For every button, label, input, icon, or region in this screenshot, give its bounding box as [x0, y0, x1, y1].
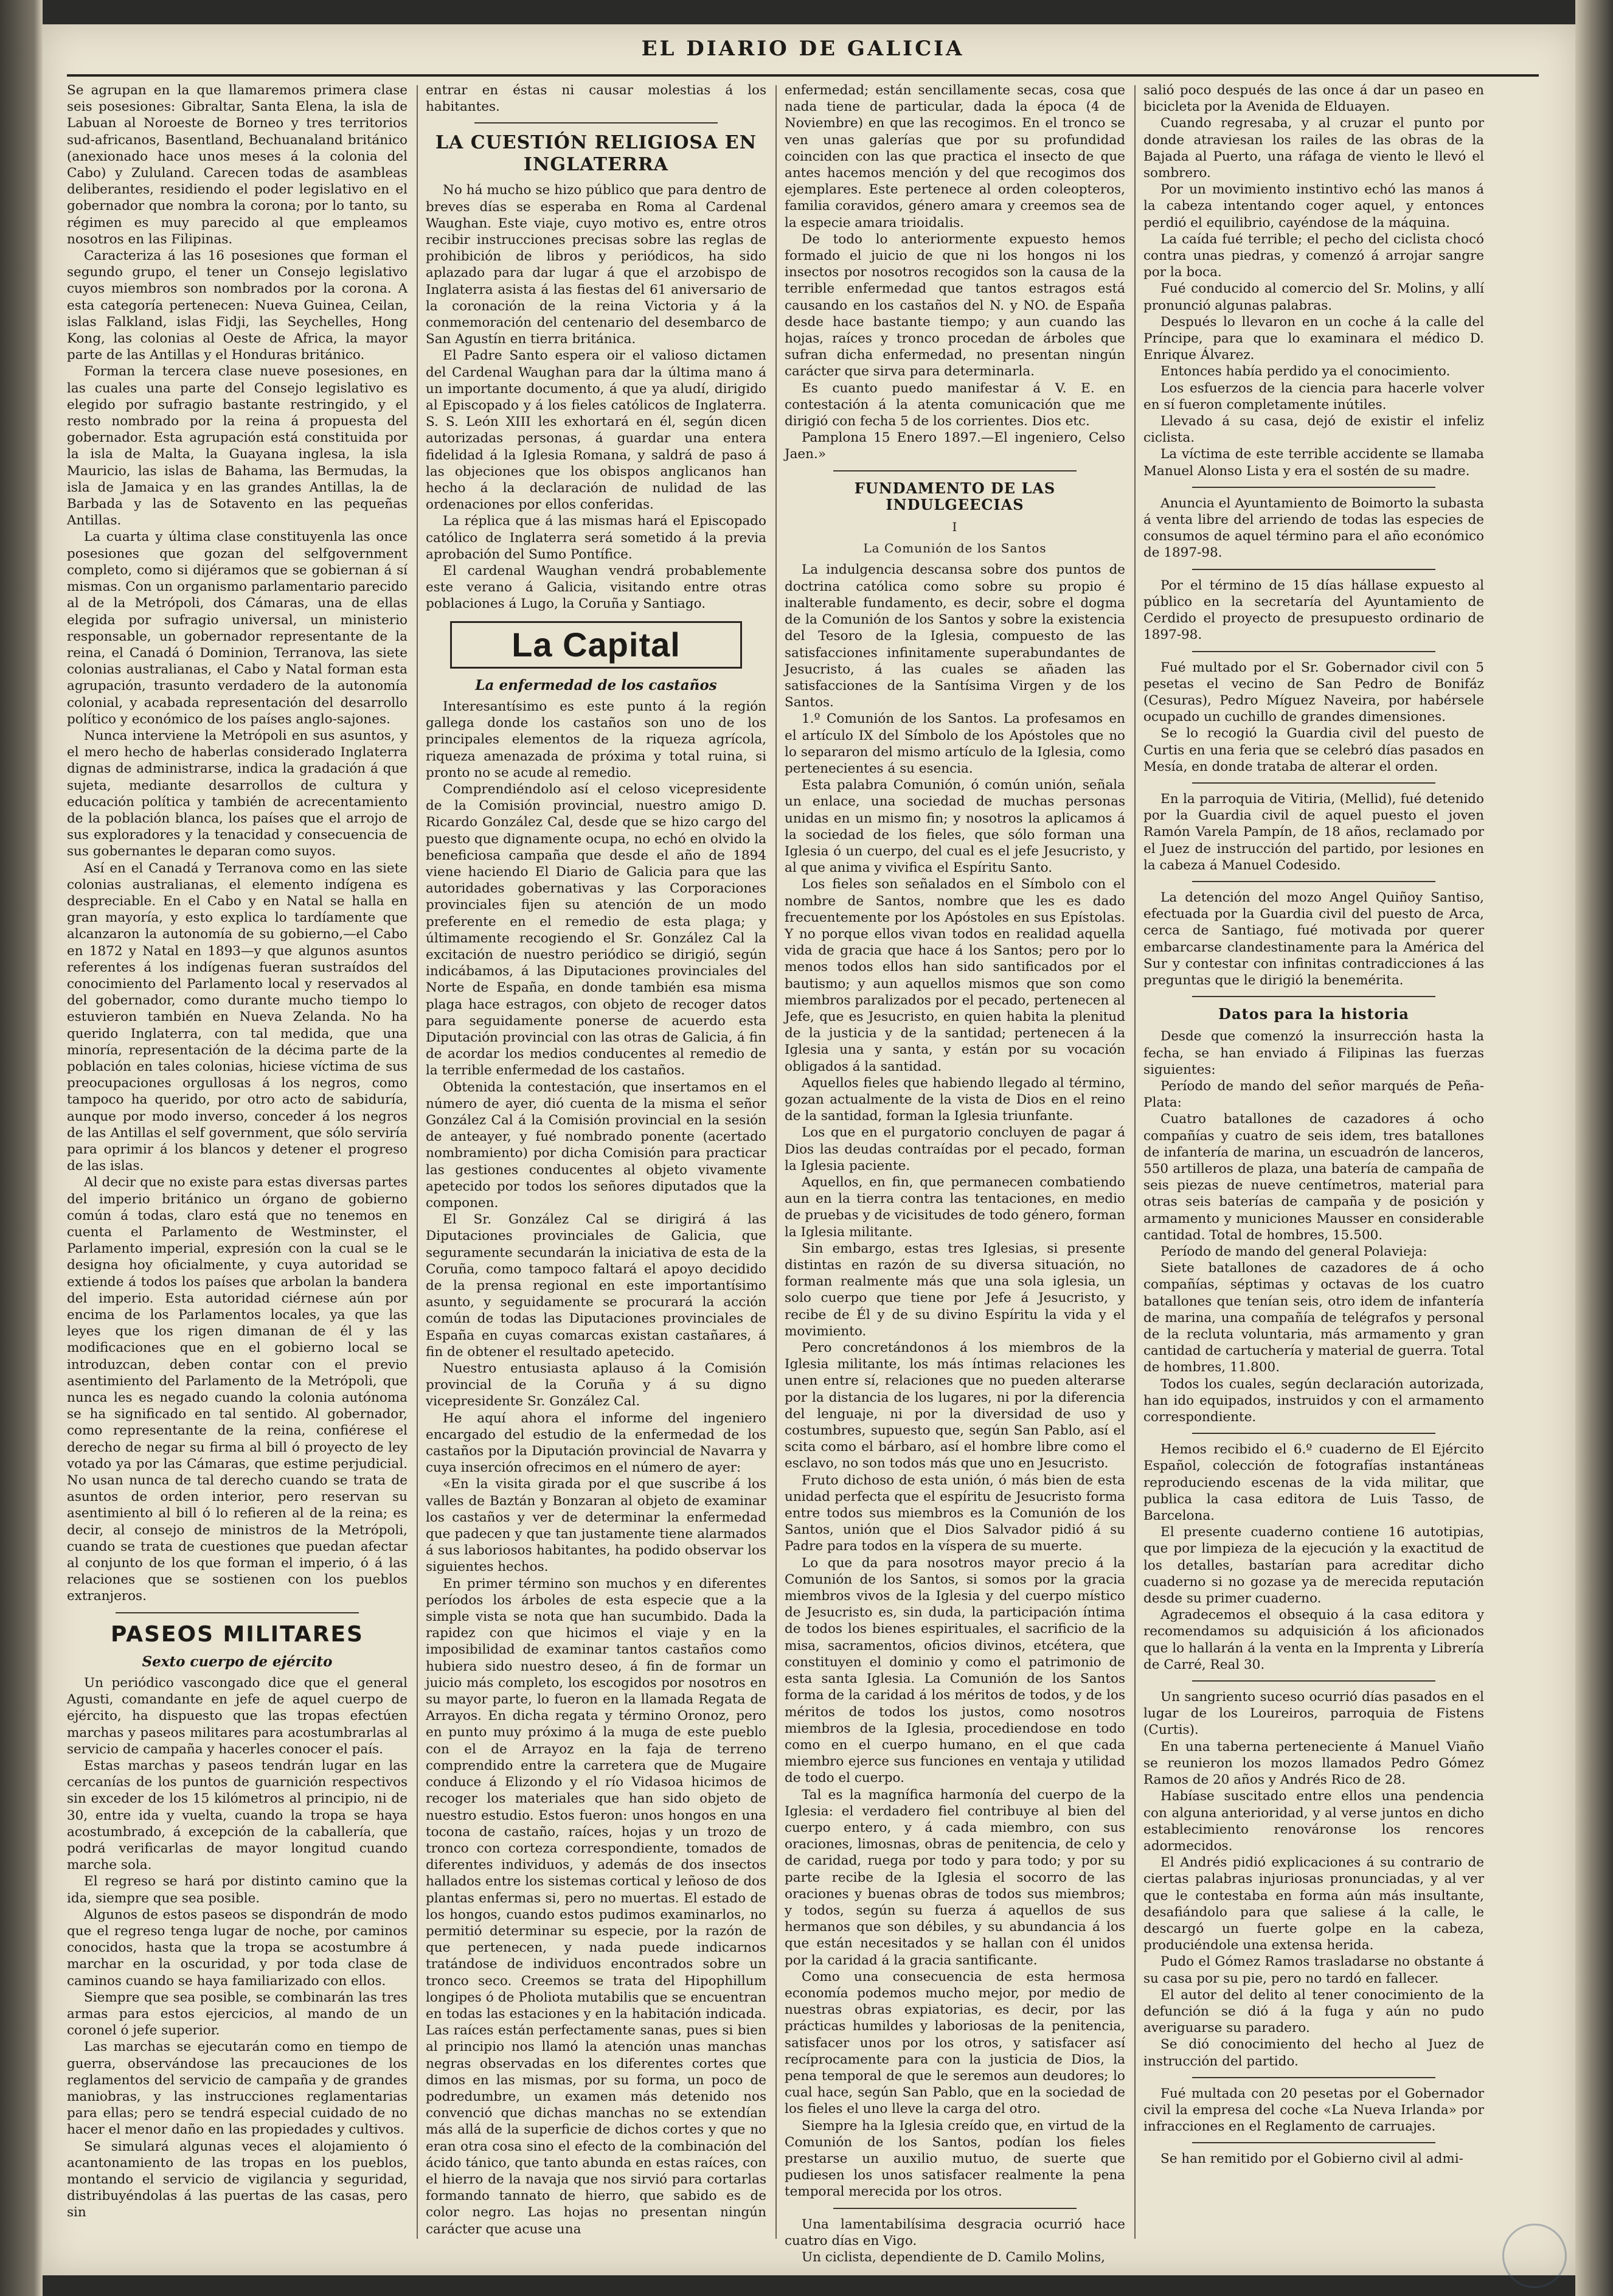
section-numeral: I: [952, 520, 958, 535]
paragraph: Habíase suscitado entre ellos una pendencia con alguna anterioridad, y al verse juntos en dicho establecimiento renováronse los rencores adormecidos.: [1143, 1789, 1484, 1854]
column-4: [1143, 82, 1484, 2248]
paragraph: Se lo recogió la Guardia civil del puesto de Curtis en una feria que se celebró días pasados en Mesía, en donde trataba de alterar el orden.: [1143, 726, 1484, 774]
paragraph: Anuncia el Ayuntamiento de Boimorto la subasta á venta libre del arriendo de todas las especies de consumos de aquel término para el año económico de 1897-98.: [1143, 495, 1484, 561]
section-divider: [1192, 2142, 1435, 2143]
paragraph: La réplica que á las mismas hará el Episcopado católico de Inglaterra será sometido á la previa aprobación del Sumo Pontífice.: [426, 513, 766, 562]
headline-paseos-militares: PASEOS MILITARES: [111, 1621, 364, 1647]
column-3: [785, 82, 1125, 2265]
paragraph: Desde que comenzó la insurrección hasta la fecha, se han enviado á Filipinas las fuerzas siguientes:: [1143, 1029, 1484, 1077]
paragraph: En primer término son muchos y en diferentes períodos los árboles de esta especie que a la simple vista se nota que han sucumbido. Dada la rapidez con que hicimos el viaje y en la imposibilidad de examinar tantos castaños como hubiera sido nuestro deseo, á fin de formar un juicio más completo, los escogidos por nosotros en su mayor parte, lo fueron en la llamada Regata de Arrayos. En dicha regata y término Oronoz, pero en punto muy próximo á la muga de este pueblo con el de Arrayoz en la faja de terreno comprendido entre la carretera que de Mugaire conduce á Elizondo y el río Vidasoa hicimos de recoger los materiales que han sido objeto de nuestro estudio. Estos fueron: unos hongos en una tocona de castaño, raíces, hojas y un trozo de tronco con corteza correspondiente, tomados de diferentes individuos, y además de dos insectos hallados entre los sistemas cortical y leñoso de dos plantas enfermas si, pero no muertas. El estado de los hongos, cuando estos pudimos examinarlos, no permitió determinar su especie, por la razón de que pertenecen, y nada puede indicarnos tratándose de individuos encontrados sobre un tronco seco. Creemos se trata del Hipophillum longipes ó de Pholiota mutabilis que se encuentran en todas las estaciones y en la habitación indicada. Las raíces están perfectamente sanas, pues si bien al principio nos llamó la atención unas manchas negras observadas en los diferentes cortes que dimos en las mismas, por su forma, un poco de podredumbre, un examen más detenido nos convenció que dichas manchas no se extendían más allá de la superficie de dichos cortes y que no eran otra cosa sino el efecto de la combinación del ácido tánico, que tanto abunda en estas raíces, con el hierro de la navaja que nos sirvió para cortarlas formando tannato de hierro, que sabido es de color negro. Las hojas no presentan ningún carácter que acuse una: [426, 1576, 766, 2237]
paragraph: Se simulará algunas veces el alojamiento ó acantonamiento de las tropas en los pueblos, montando el servicio de vigilancia y seguridad, distribuyéndolas á las puertas de las casas, pero sin: [67, 2138, 408, 2221]
section-divider: [1192, 996, 1435, 997]
paragraph: Por un movimiento instintivo echó las manos á la cabeza intentando coger aquel, y entonces perdió el equilibrio, cayéndose de la máquina.: [1143, 182, 1484, 231]
paragraph: Interesantísimo es este punto á la región gallega donde los castaños son uno de los principales elementos de la riqueza agrícola, riqueza amenazada de próxima y total ruina, si pronto no se acude al remedio.: [426, 698, 766, 781]
paragraph: El Padre Santo espera oir el valioso dictamen del Cardenal Waughan para dar la última mano á un importante documento, á que ya aludí, dirigido al Episcopado y á los fieles católicos de Inglaterra. S. S. León XIII les exhortará en él, según dicen autorizadas personas, á guardar una entera fidelidad á la Iglesia Romana, y saldrá de paso á las objeciones que los obispos anglicanos han hecho á la declaración de nulidad de las ordenaciones por ellos conferidas.: [426, 348, 766, 513]
section-divider: [116, 1612, 359, 1613]
paragraph: En la parroquia de Vitiria, (Mellid), fué detenido por la Guardia civil de aquel puesto el joven Ramón Varela Pampín, de 18 años, reclamado por el Juez de instrucción del partido, por lesiones en la cabeza á Manuel Codesido.: [1143, 791, 1484, 873]
paragraph: Período de mando del señor marqués de Peña-Plata:: [1143, 1078, 1484, 1111]
paragraph: Siempre ha la Iglesia creído que, en virtud de la Comunión de los Santos, podían los fieles prestarse un auxilio mutuo, de suerte que pudiesen los unos satisfacer realmente la pena temporal merecida por los otros.: [785, 2118, 1125, 2200]
paragraph: Los esfuerzos de la ciencia para hacerle volver en sí fueron completamente inútiles.: [1143, 380, 1484, 412]
paragraph: Los fieles son señalados en el Símbolo con el nombre de Santos, nombre que les es dado frecuentemente por los Apóstoles en sus Epístolas. Y no porque ellos vivan todos en realidad aquella vida de gracia que hace á los Santos; pero por lo menos todos ellos han sido santificados por el bautismo; y aun aquellos mismos que son como miembros paralizados por el pecado, pertenecen al Jefe, que es Jesucristo, en quien habita la plenitud de la justicia y de la santidad; pertenecen á la Iglesia una y santa, y están por su vocación obligados á la santidad.: [785, 877, 1125, 1074]
column-rule: [1134, 85, 1136, 2239]
paragraph: Nuestro entusiasta aplauso á la Comisión provincial de la Coruña y á su digno vicepresidente Sr. González Cal.: [426, 1361, 766, 1410]
headline-cuestion-religiosa: LA CUESTIÓN RELIGIOSA EN INGLATERRA: [435, 132, 757, 176]
paragraph: Pudo el Gómez Ramos trasladarse no obstante á su casa por su pie, pero no tardó en fallecer.: [1143, 1954, 1484, 1986]
paragraph: El cardenal Waughan vendrá probablemente este verano á Galicia, visitando entre otras poblaciones á Lugo, la Coruña y Santiago.: [426, 563, 766, 612]
book-gutter: [1575, 0, 1613, 2296]
paragraph: «En la visita girada por el que suscribe á los valles de Baztán y Bonzaran al objeto de examinar los castaños y ver de determinar la enfermedad que padecen y que tan justamente tiene alarmados á sus laboriosos habitantes, ha podido observar los siguientes hechos.: [426, 1477, 766, 1575]
paragraph: En una taberna perteneciente á Manuel Viaño se reunieron los mozos llamados Pedro Gómez Ramos de 20 años y Andrés Rico de 28.: [1143, 1739, 1484, 1788]
paragraph: No há mucho se hizo público que para dentro de breves días se esperaba en Roma al Cardenal Waughan. Este viaje, cuyo motivo es, entre otros recibir instrucciones precisas sobre las reglas de prohibición de libros y periódicos, ha sido aplazado para dar lugar á que el arzobispo de Inglaterra asista á las fiestas del 61 aniversario de la coronación de la reina Victoria y á la conmemoración del centenario del desembarco de San Agustín en tierra británica.: [426, 183, 766, 347]
paragraph: Tal es la magnífica harmonía del cuerpo de la Iglesia: el verdadero fiel contribuye al bien del cuerpo entero, y á cada miembro, con sus oraciones, limosnas, obras de penitencia, de celo y de caridad, ruega por todo y para todo; y por su parte recibe de la Iglesia el socorro de las oraciones y buenas obras de todos sus miembros; y todos, según su fuerza á aquellos de sus hermanos que son débiles, y su abundancia á los que están necesitados y se hallan con él unidos por la caridad á la gracia santificante.: [785, 1787, 1125, 1968]
paragraph: Pero concretándonos á los miembros de la Iglesia militante, los más íntimas relaciones les unen entre sí, relaciones que no pueden alterarse por la distancia de los lugares, ni por la diferencia del lenguaje, ni por la diversidad de uso y costumbres, supuesto que, según San Pablo, así el scita como el bárbaro, así el hombre libre como el esclavo, no son todos más que uno en Jesucristo.: [785, 1340, 1125, 1472]
paragraph: Por el término de 15 días hállase expuesto al público en la secretaría del Ayuntamiento de Cerdido el proyecto de presupuesto ordinario de 1897-98.: [1143, 577, 1484, 643]
paragraph: La caída fué terrible; el pecho del ciclista chocó contra unas piedras, y comenzó á arrojar sangre por la boca.: [1143, 231, 1484, 280]
section-divider: [1192, 1433, 1435, 1434]
paragraph: Entonces había perdido ya el conocimiento.: [1160, 364, 1451, 380]
paragraph: La víctima de este terrible accidente se llamaba Manuel Alonso Lista y era el sostén de su madre.: [1143, 447, 1484, 479]
paragraph: Lo que da para nosotros mayor precio á la Comunión de los Santos, si somos por la gracia miembros vivos de la Iglesia y del cuerpo místico de Jesucristo es, sin duda, la participación íntima de todos los bienes espirituales, el sacrificio de la misa, sacramentos, oficios divinos, etcétera, que constituyen el dominio y como el patrimonio de esta santa Iglesia. La Comunión de los Santos forma de la caridad á los méritos de todos, y de los méritos de todos los justos, como nosotros miembros de la Iglesia, procediendose en todo como en el cuerpo humano, en el que cada miembro ejerce sus funciones en ventaja y utilidad de todo el cuerpo.: [785, 1555, 1125, 1786]
paragraph: Esta palabra Comunión, ó común unión, señala un enlace, una sociedad de muchas personas unidas en un mismo fin; y nosotros la aplicamos á la sociedad de los fieles, que sólo forman una Iglesia ó un cuerpo, del cual es el jefe Jesucristo, y al que anima y vivifica el Espíritu Santo.: [785, 778, 1125, 876]
paragraph: Los que en el purgatorio concluyen de pagar á Dios las deudas contraídas por el pecado, forman la Iglesia paciente.: [785, 1125, 1125, 1174]
paragraph: Sin embargo, estas tres Iglesias, si presente distintas en razón de su diversa situación, no forman realmente más que una sola iglesia, un solo cuerpo que tiene por Jefe á Jesucristo, y recibe de Él y de su divino Espíritu la vida y el movimiento.: [785, 1240, 1125, 1339]
section-divider: [1192, 782, 1435, 784]
paragraph: Se han remitido por el Gobierno civil al admi-: [1160, 2151, 1463, 2167]
paragraph: enfermedad; están sencillamente secas, cosa que nada tiene de particular, dada la época (4 de Noviembre) en que las recogimos. En el tronco se ven unas galerías que por su profundidad coinciden con las que practica el insecto de que antes hacemos mención y del que recogimos dos ejemplares. Este pertenece al orden coleopteros, familia coravidos, género amara y creemos sea de la especie amara trioidalis.: [785, 83, 1125, 231]
paragraph: Es cuanto puedo manifestar á V. E. en contestación á la atenta comunicación que me dirigió con fecha 5 de los corrientes. Dios etc.: [785, 380, 1125, 430]
subheadline: La enfermedad de los castaños: [475, 677, 717, 694]
paragraph: El Sr. González Cal se dirigirá á las Diputaciones provinciales de Galicia, que seguramente secundarán la iniciativa de esta de la Coruña, como tampoco faltará el apoyo decidido de la prensa regional en este importantísimo asunto, y seguidamente se procurará la acción común de todas las Diputaciones provinciales de España en cuyas comarcas existan castañares, á fin de obtener el resultado apetecido.: [426, 1212, 766, 1360]
paragraph: salió poco después de las once á dar un paseo en bicicleta por la Avenida de Elduayen.: [1143, 83, 1484, 115]
paragraph: Nunca interviene la Metrópoli en sus asuntos, y el mero hecho de haberlas considerado Inglaterra dignas de administrarse, indica la gradación á que sujeta, mediante desarrollos de cultura y educación política y también de acrecentamiento de la población blanca, los países que el arrojo de sus exploradores y la tenacidad y consecuencia de sus gobernantes le deparan como suyos.: [67, 728, 408, 860]
subheadline: La Comunión de los Santos: [863, 541, 1047, 556]
paragraph: Así en el Canadá y Terranova como en las siete colonias australianas, el elemento indígena es despreciable. En el Cabo y en Natal se halla en gran mayoría, y esto explica lo tardíamente que alcanzaron la autonomía de su gobierno,—el Cabo en 1872 y Natal en 1893—y que algunos asuntos referentes á los indígenas fueran sustraídos del conocimiento del Parlamento local y reservados al del gobernador, como durante mucho tiempo lo estuvieron también en Nueva Zelanda. No ha querido Inglaterra, con tal medida, que una minoría, representación de la décima parte de la población en tales colonias, hiciese víctima de sus preocupaciones orgullosas á los negros, como tampoco ha querido, por otro acto de sabiduría, aunque por modo inverso, conceder á los negros de las Antillas el self government, que sólo serviría para oprimir á los blancos y detener el progreso de las islas.: [67, 860, 408, 1174]
masthead: EL DIARIO DE GALICIA: [641, 37, 965, 61]
paragraph: Siete batallones de cazadores de á ocho compañías, séptimas y octavas de los cuatro batallones que tenían seis, otro idem de infantería de marina, una compañía de telégrafos y personal de la recluta voluntaria, más armamento y gran cantidad de cartuchería y material de guerra. Total de hombres, 11.800.: [1143, 1261, 1484, 1376]
section-title-la-capital: La Capital: [450, 621, 742, 669]
paragraph: Fruto dichoso de esta unión, ó más bien de esta unidad perfecta que el espíritu de Jesucristo forma entre todos sus miembros es la Comunión de los Santos, unión que el Dios Salvador pidió á su Padre para todos en la víspera de su muerte.: [785, 1472, 1125, 1554]
paragraph: Aquellos fieles que habiendo llegado al término, gozan actualmente de la vista de Dios en el reino de la santidad, forman la Iglesia triunfante.: [785, 1075, 1125, 1124]
section-divider: [1192, 1680, 1435, 1682]
paragraph: Forman la tercera clase nueve posesiones, en las cuales una parte del Consejo legislativo es elegido por sufragio bastante restringido, y el resto nombrado por la reina á propuesta del gobernador. Esta agrupación está constituida por la isla de Malta, la Guayana inglesa, la isla Mauricio, las islas de Bahama, las Bermudas, la isla de Jamaica y en las grandes Antillas, la de Barbada y las de Sotavento en las pequeñas Antillas.: [67, 364, 408, 529]
paragraph: He aquí ahora el informe del ingeniero encargado del estudio de la enfermedad de los castaños por la Diputación provincial de Navarra y cuya inserción ofrecimos en el número de ayer:: [426, 1410, 766, 1476]
paragraph: De todo lo anteriormente expuesto hemos formado el juicio de que ni los hongos ni los insectos por nosotros recogidos son la causa de la terrible enfermedad que tantos estragos está causando en los castaños del N. y NO. de España desde hace bastante tiempo; y aun cuando las hojas, raíces y tronco procedan de árboles que sufran dicha enfermedad, no presentan ningún carácter que sirva para determinarla.: [785, 231, 1125, 380]
paragraph: Cuando regresaba, y al cruzar el punto por donde atraviesan los railes de las obras de la Bajada al Puerto, una ráfaga de viento le llevó el sombrero.: [1143, 116, 1484, 181]
paragraph: Período de mando del general Polavieja:: [1160, 1244, 1427, 1259]
signature: Pamplona 15 Enero 1897.—El ingeniero, Celso Jaen.»: [785, 430, 1125, 462]
paragraph: Un ciclista, dependiente de D. Camilo Molins,: [802, 2250, 1105, 2265]
paragraph: La cuarta y última clase constituyenla las once posesiones que gozan del selfgovernment completo, como si dijéramos que se gobiernan á sí mismas. Con un organismo parlamentario parecido al de la Metrópoli, dos Cámaras, una de ellas elegida por sufragio universal, un ministerio responsable, un gobernador representante de la reina, el Canadá ó Dominion, Terranova, las siete colonias australianas, el Cabo y Natal forman esta agrupación, trasunto verdadero de la autonomía colonial, y acabada representación del desarrollo político y económico de los países anglo-sajones.: [67, 529, 408, 727]
column-2: [426, 82, 766, 2248]
paragraph: Como una consecuencia de esta hermosa economía podemos mucho mejor, por medio de nuestras obras expiatorias, es decir, por las prácticas humildes y laboriosas de la penitencia, satisfacer unos por los otros, y satisfacer así recíprocamente para con la justicia de Dios, la pena temporal de que le seremos aun deudores; lo cual hace, según San Pablo, que en la sociedad de los fieles el uno lleve la carga del otro.: [785, 1969, 1125, 2117]
paragraph: Una lamentabilísima desgracia ocurrió hace cuatro días en Vigo.: [785, 2216, 1125, 2249]
section-divider: [1192, 881, 1435, 882]
paragraph: Aquellos, en fin, que permanecen combatiendo aun en la tierra contra las tentaciones, en medio de pruebas y de vicisitudes de todo género, forman la Iglesia militante.: [785, 1175, 1125, 1240]
paragraph: 1.º Comunión de los Santos. La profesamos en el artículo IX del Símbolo de los Apóstoles que no lo separaron del mismo artículo de la Iglesia, como pertenecientes á su esencia.: [785, 711, 1125, 776]
column-rule: [417, 85, 418, 2239]
column-rule: [775, 85, 777, 2239]
headline-fundamento-indulgencias: FUNDAMENTO DE LAS INDULGEECIAS: [854, 479, 1056, 513]
paragraph: Llevado á su casa, dejó de existir el infeliz ciclista.: [1143, 414, 1484, 446]
paragraph: El Andrés pidió explicaciones á su contrario de ciertas palabras injuriosas pronunciadas, y al ver que le contestaba en forma aún más insultante, desafiándolo para que saliese á la calle, le descargó un fuerte golpe en la cabeza, produciéndole una extensa herida.: [1143, 1855, 1484, 1953]
paragraph: Un periódico vascongado dice que el general Agusti, comandante en jefe de aquel cuerpo de ejército, ha dispuesto que las tropas efectúen marchas y paseos militares para acostumbrarlas al servicio de campaña y hacerles conocer el país.: [67, 1675, 408, 1757]
paragraph: Caracteriza á las 16 posesiones que forman el segundo grupo, el tener un Consejo legislativo cuyos miembros son nombrados por la corona. A esta categoría pertenecen: Nueva Guinea, Ceilan, islas Falkland, islas Fidji, las Seychelles, Hong Kong, las colonias al Oeste de Africa, la mayor parte de las Antillas y el Honduras británico.: [67, 248, 408, 363]
paragraph: Obtenida la contestación, que insertamos en el número de ayer, dió cuenta de la misma el señor González Cal á la Comisión provincial en la sesión de anteayer, y fué nombrado ponente (acertado nombramiento) por dicha Comisión para practicar las gestiones conducentes al objeto vivamente apetecido por todos los señores diputados que la componen.: [426, 1079, 766, 1211]
section-divider: [833, 470, 1077, 471]
paragraph: Estas marchas y paseos tendrán lugar en las cercanías de los puntos de guarnición respectivos sin exceder de los 15 kilómetros al principio, ni de 30, entre ida y vuelta, cuando la tropa se haya acostumbrado, á excepción de la caballería, que podrá verificarlas de mayor longitud cuando marche sola.: [67, 1758, 408, 1873]
section-divider: [1192, 651, 1435, 652]
masthead-rule: [67, 74, 1539, 77]
headline-datos-historia: Datos para la historia: [1218, 1005, 1409, 1023]
paragraph: El presente cuaderno contiene 16 autotipias, que por limpieza de la ejecución y la exactitud de los detalles, bastarían para acreditar dicho cuaderno si no gozase ya de merecida reputación desde su primer cuaderno.: [1143, 1525, 1484, 1607]
section-divider: [474, 122, 718, 123]
paragraph: Todos los cuales, según declaración autorizada, han ido equipados, instruidos y con el armamento correspondiente.: [1143, 1376, 1484, 1425]
paragraph: Las marchas se ejecutarán como en tiempo de guerra, observándose las precauciones de los reglamentos del servicio de campaña y de grandes maniobras, y las instrucciones reglamentarias para ellas; pero se tendrá especial cuidado de no hacer el menor daño en las propiedades y cultivos.: [67, 2039, 408, 2138]
paragraph: Fué multado por el Sr. Gobernador civil con 5 pesetas el vecino de San Pedro de Bonifáz (Cesuras), Pedro Míguez Naveira, por habérsele ocupado un cuchillo de grandes dimensiones.: [1143, 659, 1484, 725]
paragraph: El regreso se hará por distinto camino que la ida, siempre que sea posible.: [67, 1874, 408, 1906]
paragraph: Siempre que sea posible, se combinarán las tres armas para estos ejercicios, al mando de un coronel ó jefe superior.: [67, 1989, 408, 2039]
paragraph: Algunos de estos paseos se dispondrán de modo que el regreso tenga lugar de noche, por caminos conocidos, hasta que la tropa se acostumbre á marchar en la oscuridad, y por toda clase de caminos cuando se haya familiarizado con ellos.: [67, 1907, 408, 1989]
section-divider: [1192, 487, 1435, 488]
section-divider: [1192, 2077, 1435, 2078]
book-binding-edge: [0, 0, 43, 2296]
section-divider: [1192, 569, 1435, 570]
section-divider: [833, 2208, 1077, 2209]
paragraph: Agradecemos el obsequio á la casa editora y recomendamos su adquisición á los aficionados que lo hallarán á la venta en la Imprenta y Librería de Carré, Real 30.: [1143, 1607, 1484, 1672]
paragraph: Un sangriento suceso ocurrió días pasados en el lugar de los Loureiros, parroquia de Fistens (Curtis).: [1143, 1689, 1484, 1738]
subheadline: Sexto cuerpo de ejército: [142, 1653, 333, 1670]
paragraph: Se agrupan en la que llamaremos primera clase seis posesiones: Gibraltar, Santa Elena, la isla de Labuan al Noroeste de Borneo y tres territorios sud-africanos, Basentland, Bechuanaland británico (anexionado hace unos meses á la colonia del Cabo) y Zululand. Carecen todas de asambleas deliberantes, residiendo el poder legislativo en el gobernador que nombra la corona; por lo tanto, su régimen es muy parecido al que empleamos nosotros en las Filipinas.: [67, 83, 408, 247]
paragraph: La detención del mozo Angel Quiñoy Santiso, efectuada por la Guardia civil del puesto de Arca, cerca de Santiago, fué motivada por querer embarcarse clandestinamente para la América del Sur y contestar con infinitas contradicciones á las preguntas que le dirigió la benemérita.: [1143, 889, 1484, 988]
paragraph: Fué conducido al comercio del Sr. Molins, y allí pronunció algunas palabras.: [1143, 281, 1484, 313]
column-1: [67, 82, 408, 2248]
paragraph: Hemos recibido el 6.º cuaderno de El Ejército Español, colección de fotografías instantáneas reproduciendo escenas de la vida militar, que publica la casa editora de Luis Tasso, de Barcelona.: [1143, 1442, 1484, 1524]
paragraph: La indulgencia descansa sobre dos puntos de doctrina católica como sobre su propio é inalterable fundamento, es decir, sobre el dogma de la Comunión de los Santos y sobre la existencia del Tesoro de la Iglesia, compuesto de las satisfacciones infinitamente superabundantes de Jesucristo, á las cuales se añaden las satisfacciones de la Santísima Virgen y de los Santos.: [785, 562, 1125, 711]
library-stamp-icon: [1502, 2224, 1567, 2288]
paragraph: Se dió conocimiento del hecho al Juez de instrucción del partido.: [1143, 2037, 1484, 2069]
paragraph: Cuatro batallones de cazadores á ocho compañías y cuatro de seis idem, tres batallones de infantería de marina, un escuadrón de lanceros, 550 artilleros de plaza, una batería de campaña de seis piezas de nueve centímetros, material para otras seis baterías de campaña y de posición y armamento y municiones Mausser en considerable cantidad. Total de hombres, 15.500.: [1143, 1111, 1484, 1243]
paragraph: El autor del delito al tener conocimiento de la defunción se dió á la fuga y aún no pudo averiguarse su paradero.: [1143, 1987, 1484, 2036]
paragraph: entrar en éstas ni causar molestias á los habitantes.: [426, 83, 766, 115]
paragraph: Comprendiéndolo así el celoso vicepresidente de la Comisión provincial, nuestro amigo D. Ricardo González Cal, desde que se hizo cargo del puesto que dignamente ocupa, no echó en olvido la beneficiosa campaña que desde el año de 1894 viene haciendo El Diario de Galicia para que las autoridades gobernativas y las Corporaciones provinciales fijen su atención de un modo preferente en el remedio de esta plaga; y últimamente recogiendo el Sr. González Cal la excitación de nuestro periódico se dirigió, según indicábamos, á las Diputaciones provinciales del Norte de España, en donde también esa misma plaga hace estragos, con objeto de recoger datos para seguidamente ponerse de acuerdo esta Diputación provincial con las otras de Galicia, á fin de acordar los medios conducentes al remedio de la terrible enfermedad de los castaños.: [426, 781, 766, 1079]
paragraph: Al decir que no existe para estas diversas partes del imperio británico un órgano de gobierno común á todas, claro está que no tenemos en cuenta el Parlamento de Westminster, el Parlamento imperial, expresión con la cual se le designa hoy oficialmente, y cuya autoridad se extiende á todos los países que arbolan la bandera del imperio. Esta autoridad ciérnese aún por encima de los Parlamentos locales, ya que las leyes que los rigen dimanan de él y las modificaciones que en el gobierno local se introduzcan, deben contar con el previo asentimiento del Parlamento de la Metrópoli, que nunca les es negado cuando la colonia autónoma se ha significado en tal sentido. Al gobernador, como representante de la reina, confiérese el derecho de negar su firma al bill ó proyecto de ley votado ya por las Cámaras, que estime perjudicial. No usan nunca de tal derecho cuando se trata de asuntos de orden interior, pero reservan su asentimiento al bill ó lo refieren al de la reina; es decir, al consejo de ministros de la Metrópoli, cuando se trata de cuestiones que puedan afectar al conjunto de los que forman el imperio, ó á las relaciones que se sostienen con los pueblos extranjeros.: [67, 1175, 408, 1604]
paragraph: Fué multada con 20 pesetas por el Gobernador civil la empresa del coche «La Nueva Irlanda» por infracciones en el Reglamento de carruajes.: [1143, 2086, 1484, 2135]
paragraph: Después lo llevaron en un coche á la calle del Príncipe, para que lo examinara el médico D. Enrique Álvarez.: [1143, 314, 1484, 363]
